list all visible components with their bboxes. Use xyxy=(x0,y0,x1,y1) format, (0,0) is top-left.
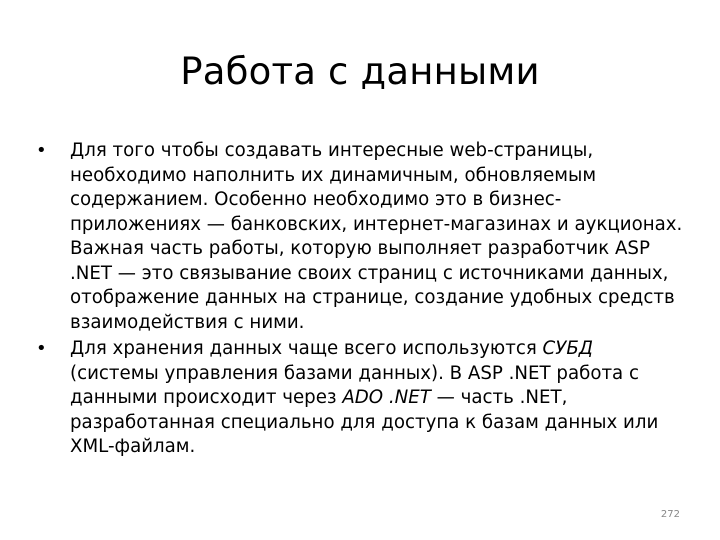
bullet-list xyxy=(36,139,686,462)
bullet-text-2-part-1: Для хранения данных чаще всего используются xyxy=(70,338,543,359)
page-number: 272 xyxy=(660,509,680,520)
bullet-text-2-part-3: — часть .NET, разработанная специально для доступа к базам данных или XML-файлам. xyxy=(70,387,659,457)
term-dbms: СУБД xyxy=(542,338,594,359)
bullet-icon: • xyxy=(36,140,47,161)
term-ado-net: ADO .NET xyxy=(342,387,431,408)
bullet-text-1: Для того чтобы создавать интересные web-страницы, необходимо наполнить их динамичным, обновляемым содержанием. Особенно необходимо это в бизнес-приложениях — банковских, интернет-магазинах и аукционах. Важная часть работы, которую выполняет разработчик ASP .NET — это связывание своих страниц с источниками данных, отображение данных на странице, создание удобных средств взаимодействия с ними. xyxy=(70,140,683,333)
bullet-item-1 xyxy=(36,139,686,335)
bullet-text-2-part-2: (системы управления базами данных). В ASP .NET работа с данными происходит через xyxy=(70,362,639,408)
slide-title: Работа с данными xyxy=(180,50,540,93)
bullet-icon: • xyxy=(36,338,47,359)
bullet-item-2 xyxy=(36,337,686,460)
